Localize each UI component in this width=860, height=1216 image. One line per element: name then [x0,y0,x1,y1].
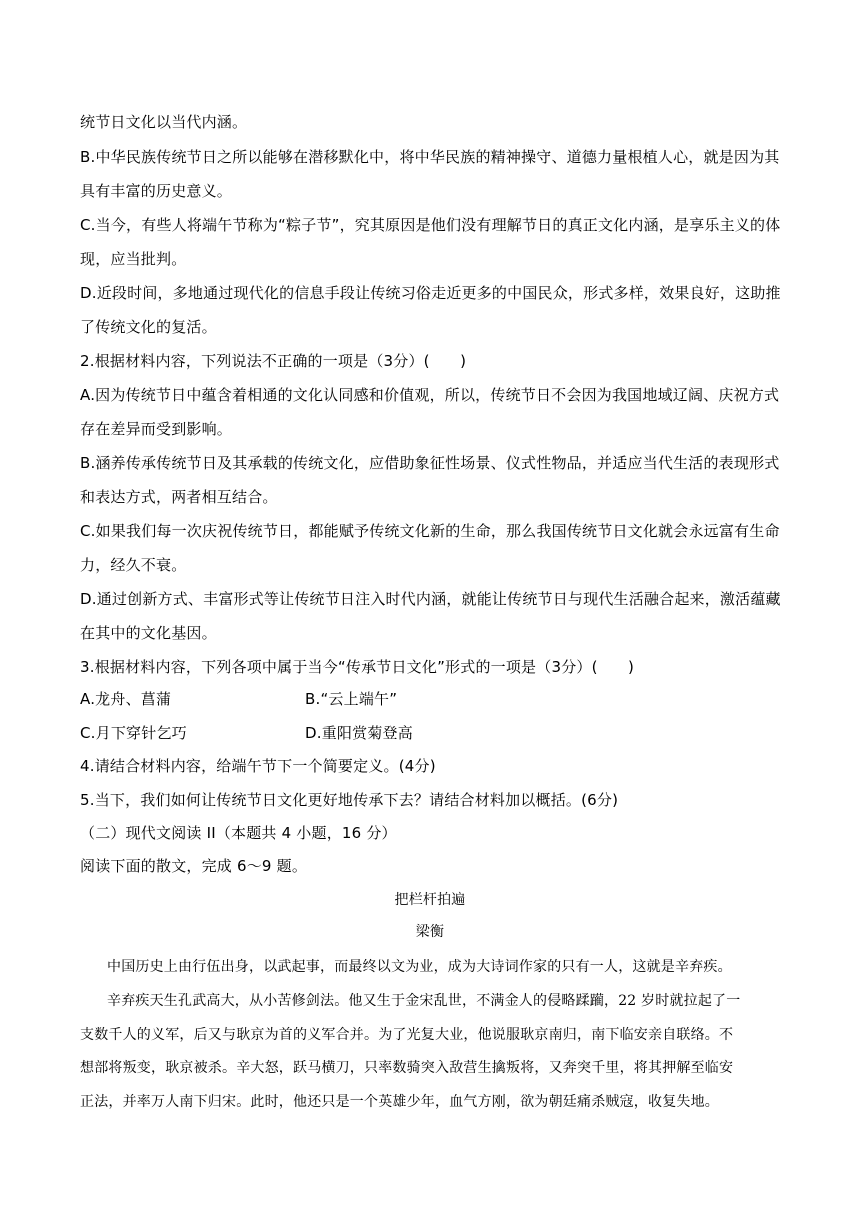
q1-option-c-line1: C.当今，有些人将端午节称为“粽子节”，究其原因是他们没有理解节日的真正文化内涵，是享乐主义的体 [80,216,781,234]
q2-option-a-line1: A.因为传统节日中蕴含着相通的文化认同感和价值观，所以，传统节日不会因为我国地域辽阔、庆祝方式 [80,386,780,404]
q1-option-d-line1: D.近段时间，多地通过现代化的信息手段让传统习俗走近更多的中国民众，形式多样，效果良好，这助推 [80,284,781,302]
reading-instruction: 阅读下面的散文，完成 6～9 题。 [80,857,308,875]
essay-author: 梁衡 [415,924,445,940]
q1-option-b-line1: B.中华民族传统节日之所以能够在潜移默化中，将中华民族的精神操守、道德力量根植人心，就是因为其 [80,148,780,166]
q4-stem: 4.请结合材料内容，给端午节下一个简要定义。(4分) [80,757,436,775]
q2-option-c-line2: 力，经久不衰。 [80,556,187,574]
q1-option-d-line2: 了传统文化的复活。 [80,318,217,336]
q3-option-b: B.“云上端午” [305,690,398,708]
q3-option-a: A.龙舟、菖蒲 [80,690,172,708]
q2-option-b-line1: B.涵养传承传统节日及其承载的传统文化，应借助象征性场景、仪式性物品，并适应当代生活的表现形式 [80,454,780,472]
q1-option-b-line2: 具有丰富的历史意义。 [80,182,233,200]
q3-option-d: D.重阳赏菊登高 [305,724,413,742]
section-heading: （二）现代文阅读 II（本题共 4 小题，16 分） [80,824,397,842]
essay-paragraph-1: 中国历史上由行伍出身，以武起事，而最终以文为业，成为大诗词作家的只有一人，这就是辛弃疾。 [107,959,732,975]
essay-title: 把栏杆拍遍 [394,892,466,908]
q3-stem: 3.根据材料内容，下列各项中属于当今“传承节日文化”形式的一项是（3分）( ) [80,658,635,676]
essay-paragraph-2-line3: 想部将叛变，耿京被杀。辛大怒，跃马横刀，只率数骑突入敌营生擒叛将，又奔突千里，将其押解至临安 [80,1060,734,1076]
q2-option-a-line2: 存在差异而受到影响。 [80,420,233,438]
q5-stem: 5.当下，我们如何让传统节日文化更好地传承下去？请结合材料加以概括。(6分) [80,791,619,809]
q2-option-c-line1: C.如果我们每一次庆祝传统节日，都能赋予传统文化新的生命，那么我国传统节日文化就会永远富有生命 [80,522,780,540]
q1-option-a-tail: 统节日文化以当代内涵。 [80,113,248,131]
essay-paragraph-2-line4: 正法，并率万人南下归宋。此时，他还只是一个英雄少年，血气方刚，欲为朝廷痛杀贼寇，收复失地。 [80,1094,719,1110]
q1-option-c-line2: 现，应当批判。 [80,250,187,268]
q3-option-c: C.月下穿针乞巧 [80,724,187,742]
q2-stem: 2.根据材料内容，下列说法不正确的一项是（3分）( ) [80,352,467,370]
essay-paragraph-2-line2: 支数千人的义军，后又与耿京为首的义军合并。为了光复大业，他说服耿京南归，南下临安亲自联络。不 [80,1027,734,1043]
q2-option-d-line1: D.通过创新方式、丰富形式等让传统节日注入时代内涵，就能让传统节日与现代生活融合起来，激活蕴藏 [80,590,781,608]
q2-option-d-line2: 在其中的文化基因。 [80,624,217,642]
q2-option-b-line2: 和表达方式，两者相互结合。 [80,488,278,506]
essay-paragraph-2-line1: 辛弃疾天生孔武高大，从小苦修剑法。他又生于金宋乱世，不满金人的侵略蹂躏，22 岁时就拉起了一 [107,993,741,1009]
